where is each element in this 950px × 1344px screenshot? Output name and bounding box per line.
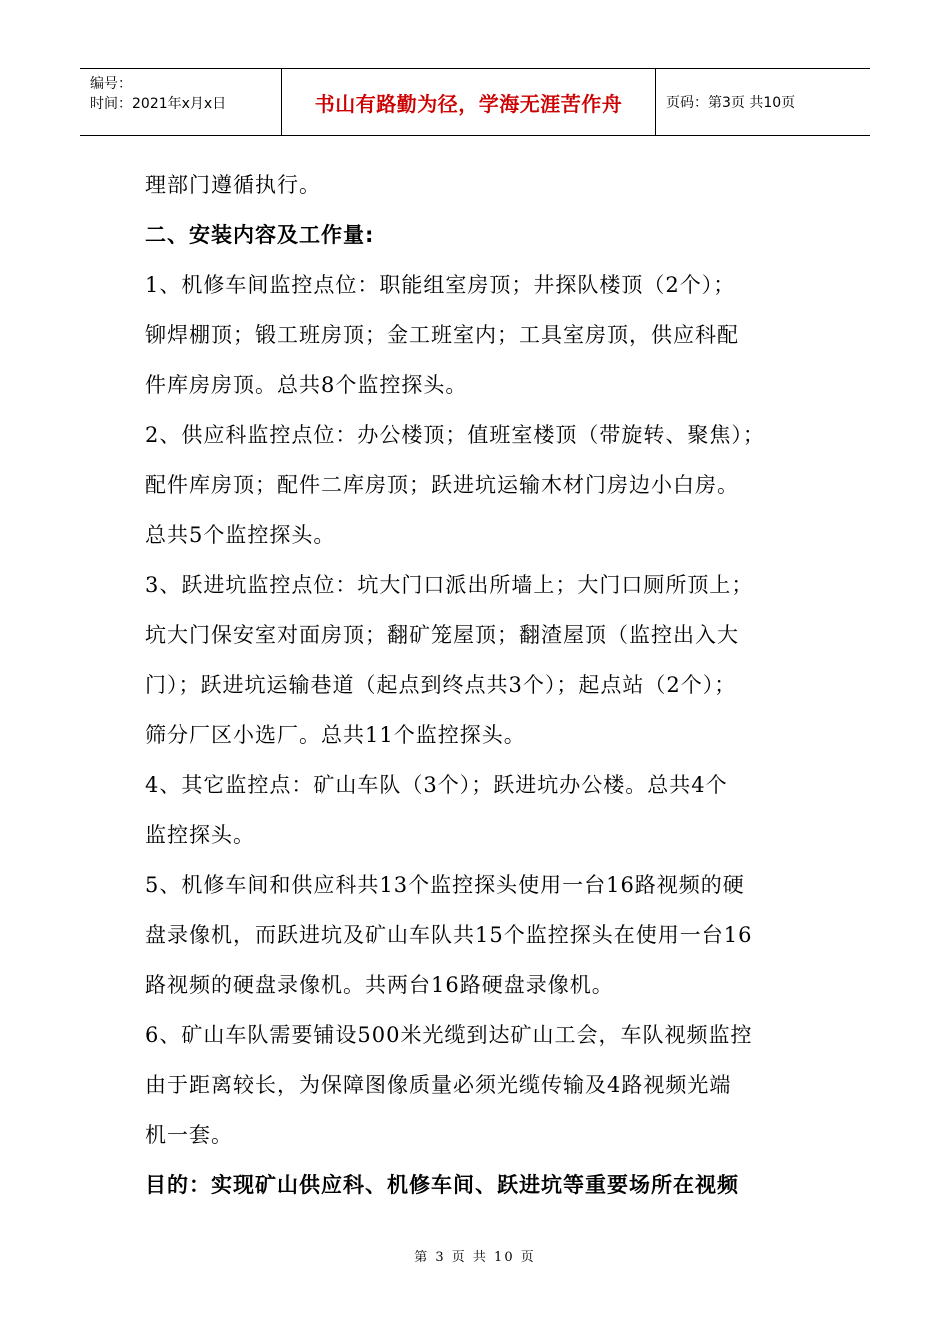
paragraph-line: 1、机修车间监控点位：职能组室房顶；井探队楼顶（2个）； <box>145 273 736 297</box>
header-meta-cell <box>80 69 282 135</box>
paragraph-line: 盘录像机，而跃进坑及矿山车队共15个监控探头在使用一台16 <box>145 923 753 947</box>
paragraph-line: 4、其它监控点：矿山车队（3个）；跃进坑办公楼。总共4个 <box>145 773 728 797</box>
paragraph-line: 配件库房顶；配件二库房顶；跃进坑运输木材门房边小白房。 <box>145 473 739 497</box>
paragraph-line: 5、机修车间和供应科共13个监控探头使用一台16路视频的硬 <box>145 873 745 897</box>
paragraph-line: 件库房房顶。总共8个监控探头。 <box>145 373 468 397</box>
paragraph-line: 坑大门保安室对面房顶；翻矿笼屋顶；翻渣屋顶（监控出入大 <box>145 623 739 647</box>
paragraph-line: 门）；跃进坑运输巷道（起点到终点共3个）；起点站（2个）； <box>145 673 737 697</box>
header-page-label: 页码：第3页 共10页 <box>666 95 796 111</box>
document-code-label: 编号： <box>90 76 132 92</box>
page-header <box>80 68 870 136</box>
section-heading: 二、安装内容及工作量: <box>145 223 375 247</box>
paragraph-line: 3、跃进坑监控点位：坑大门口派出所墙上；大门口厕所顶上； <box>145 573 754 597</box>
paragraph-line: 理部门遵循执行。 <box>145 173 321 197</box>
page-footer: 第 3 页 共 10 页 <box>414 1250 536 1265</box>
paragraph-line: 总共5个监控探头。 <box>145 523 336 547</box>
paragraph-line: 筛分厂区小选厂。总共11个监控探头。 <box>145 723 526 747</box>
paragraph-line: 铆焊棚顶；锻工班房顶；金工班室内；工具室房顶，供应科配 <box>145 323 739 347</box>
paragraph-line: 机一套。 <box>145 1123 233 1147</box>
header-motto-cell <box>282 69 656 135</box>
document-body <box>145 160 813 1210</box>
paragraph-line: 2、供应科监控点位：办公楼顶；值班室楼顶（带旋转、聚焦）； <box>145 423 765 447</box>
document-time-label: 时间：2021年x月x日 <box>90 96 227 112</box>
header-page-cell <box>656 69 870 135</box>
paragraph-line: 路视频的硬盘录像机。共两台16路硬盘录像机。 <box>145 973 614 997</box>
header-motto: 书山有路勤为径，学海无涯苦作舟 <box>314 91 623 116</box>
paragraph-line: 6、矿山车队需要铺设500米光缆到达矿山工会，车队视频监控 <box>145 1023 753 1047</box>
paragraph-line: 监控探头。 <box>145 823 255 847</box>
section-heading: 目的：实现矿山供应科、机修车间、跃进坑等重要场所在视频 <box>145 1173 739 1197</box>
paragraph-line: 由于距离较长，为保障图像质量必须光缆传输及4路视频光端 <box>145 1073 732 1097</box>
